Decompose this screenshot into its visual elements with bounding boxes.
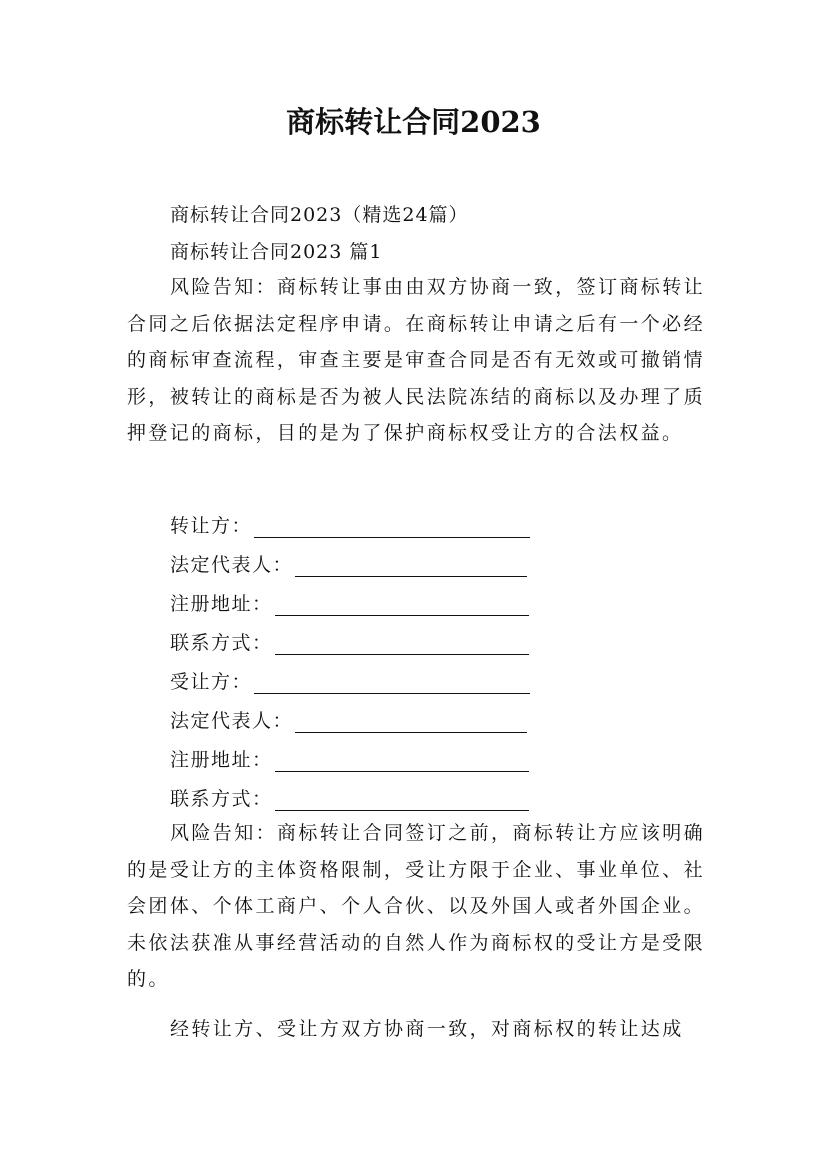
- transferee-address-field: [170, 745, 529, 772]
- document-title: 商标转让合同2023: [286, 105, 541, 139]
- transferee-contact-field: [170, 784, 529, 811]
- transferee-field: [170, 667, 530, 694]
- risk-notice-paragraph-1: 风险告知：商标转让事由由双方协商一致，签订商标转让合同之后依据法定程序申请。在商标转让申请之后有一个必经的商标审查流程，审查主要是审查合同是否有无效或可撤销情形，被转让的商标是否为被人民法院冻结的商标以及办理了质押登记的商标，目的是为了保护商标权受让方的合法权益。: [127, 276, 706, 444]
- transferor-address-label: 注册地址：: [170, 593, 273, 615]
- transferee-legal-rep-field: [170, 706, 527, 733]
- section-heading: 商标转让合同2023 篇1: [170, 241, 383, 263]
- transferor-address-field: [170, 589, 529, 616]
- transferor-legal-rep-blank-line: [295, 558, 527, 577]
- transferor-contact-field: [170, 628, 529, 655]
- transferee-address-blank-line: [275, 753, 529, 772]
- transferee-contact-label: 联系方式：: [170, 788, 273, 810]
- transferee-contact-blank-line: [275, 792, 529, 811]
- document-subtitle: 商标转让合同2023（精选24篇）: [170, 204, 469, 226]
- transferor-field: [170, 511, 530, 538]
- transferor-legal-rep-label: 法定代表人：: [170, 554, 294, 576]
- transferor-blank-line: [254, 519, 530, 538]
- transferee-address-label: 注册地址：: [170, 749, 273, 771]
- agreement-intro-paragraph: 经转让方、受让方双方协商一致，对商标权的转让达成: [170, 1018, 684, 1040]
- transferor-address-blank-line: [275, 597, 529, 616]
- transferee-legal-rep-blank-line: [295, 714, 527, 733]
- transferee-legal-rep-label: 法定代表人：: [170, 710, 294, 732]
- transferor-legal-rep-field: [170, 550, 527, 577]
- transferee-label: 受让方：: [170, 671, 253, 693]
- risk-notice-paragraph-2: 风险告知：商标转让合同签订之前，商标转让方应该明确的是受让方的主体资格限制，受让方限于企业、事业单位、社会团体、个体工商户、个人合伙、以及外国人或者外国企业。未依法获准从事经营活动的自然人作为商标权的受让方是受限的。: [127, 822, 706, 990]
- transferor-contact-label: 联系方式：: [170, 632, 273, 654]
- transferor-label: 转让方：: [170, 515, 253, 537]
- transferor-contact-blank-line: [275, 636, 529, 655]
- transferee-blank-line: [254, 675, 530, 694]
